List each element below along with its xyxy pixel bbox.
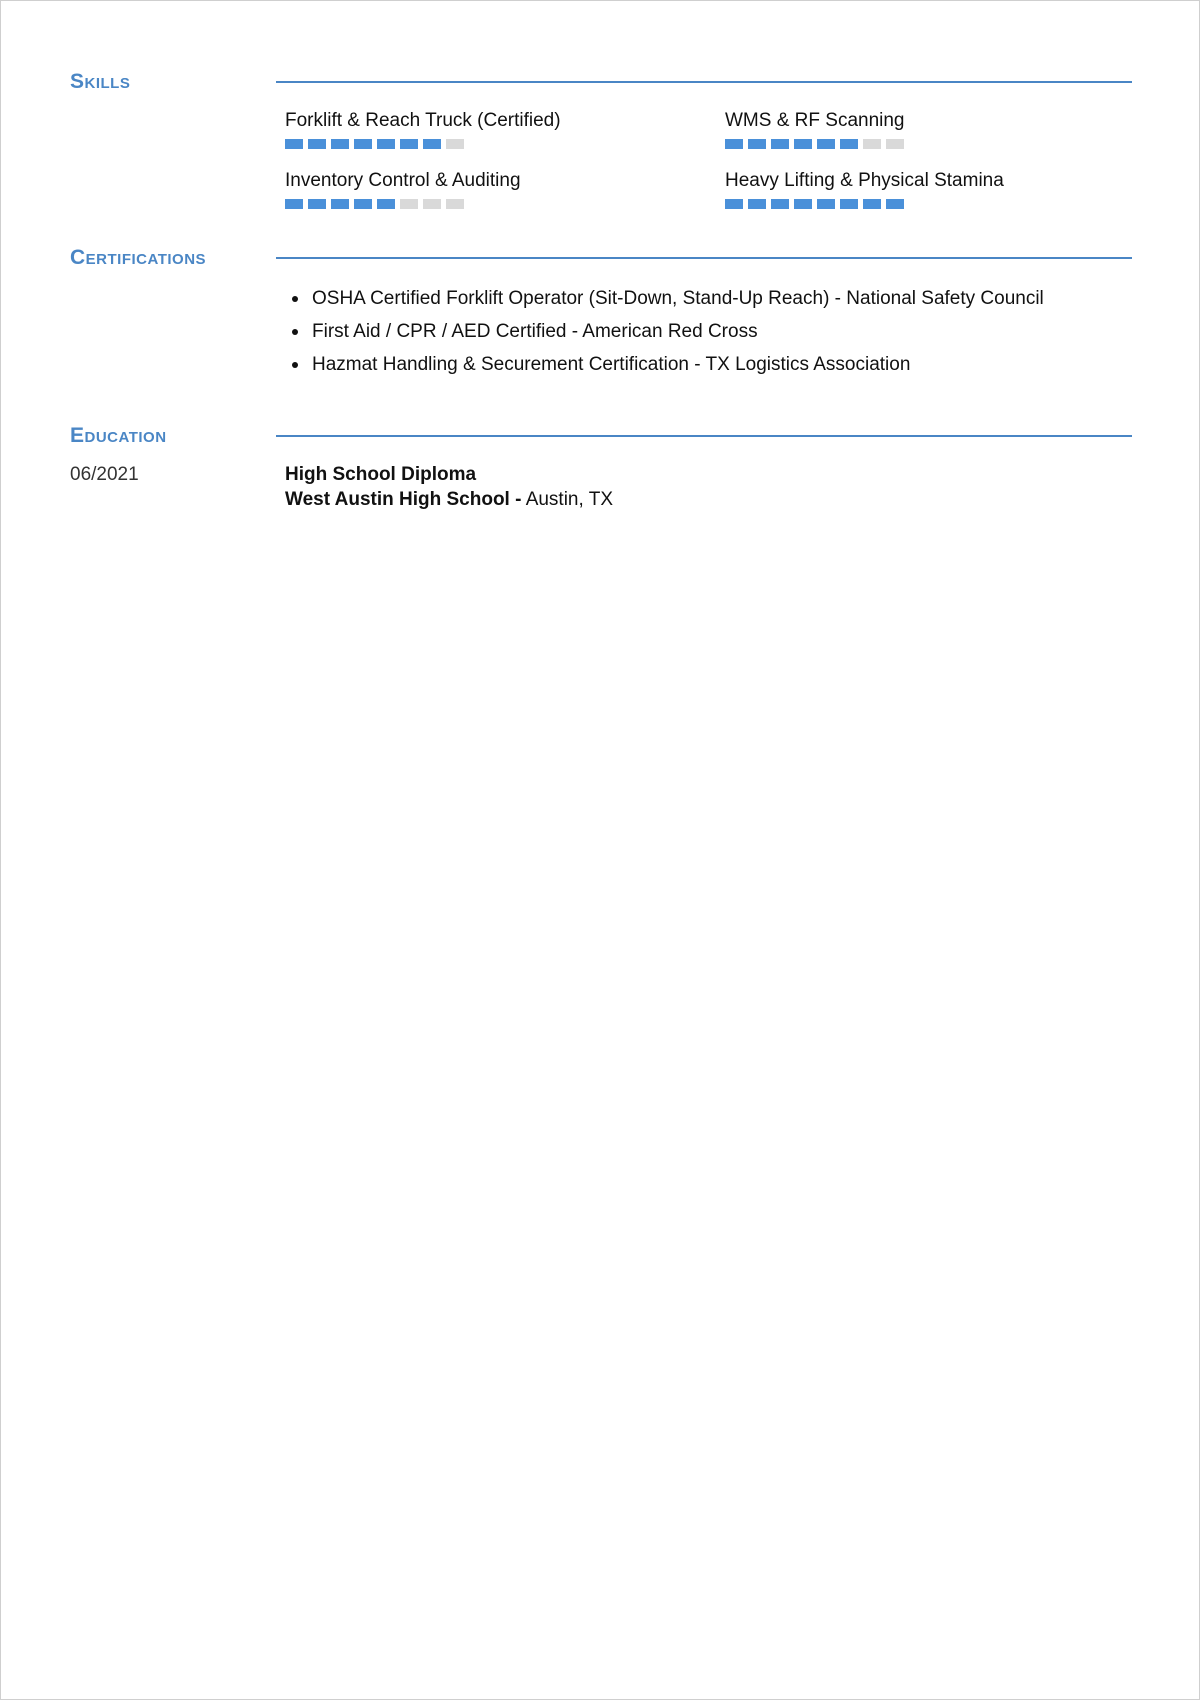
education-header <box>70 423 1132 453</box>
skill-level-bar <box>285 139 725 149</box>
skill-level-segment-empty <box>446 139 464 149</box>
skill-level-segment-filled <box>840 199 858 209</box>
skill-level-segment-filled <box>817 139 835 149</box>
skill-level-segment-filled <box>886 199 904 209</box>
certification-text: Hazmat Handling & Securement Certification - TX Logistics Association <box>312 354 911 375</box>
skill-level-segment-empty <box>863 139 881 149</box>
skill-level-segment-filled <box>817 199 835 209</box>
education-date: 06/2021 <box>70 464 139 485</box>
bullet-icon <box>292 329 298 335</box>
skill-name: Heavy Lifting & Physical Stamina <box>725 170 1004 191</box>
section-divider <box>276 257 1132 259</box>
certification-item <box>285 320 1044 344</box>
skill-level-segment-filled <box>748 139 766 149</box>
education-school: West Austin High School - <box>285 489 522 510</box>
skill-item <box>725 109 1125 151</box>
skill-level-segment-filled <box>863 199 881 209</box>
skill-level-segment-filled <box>354 199 372 209</box>
skill-level-segment-filled <box>771 199 789 209</box>
certifications-header <box>70 245 1132 275</box>
skill-level-segment-filled <box>771 139 789 149</box>
skill-level-segment-filled <box>840 139 858 149</box>
skill-name: Forklift & Reach Truck (Certified) <box>285 110 561 131</box>
skill-level-segment-filled <box>377 199 395 209</box>
skill-level-segment-filled <box>423 139 441 149</box>
skill-level-segment-filled <box>400 139 418 149</box>
skill-level-segment-filled <box>331 139 349 149</box>
skill-level-segment-filled <box>748 199 766 209</box>
skill-level-segment-filled <box>331 199 349 209</box>
skill-name: Inventory Control & Auditing <box>285 170 521 191</box>
certifications-list <box>285 287 1044 386</box>
skill-level-segment-empty <box>886 139 904 149</box>
skill-level-segment-filled <box>285 139 303 149</box>
education-degree: High School Diploma <box>285 464 477 485</box>
education-entry <box>285 463 613 512</box>
skill-level-segment-empty <box>446 199 464 209</box>
skill-name: WMS & RF Scanning <box>725 110 905 131</box>
certification-text: First Aid / CPR / AED Certified - American Red Cross <box>312 321 758 342</box>
skill-level-segment-filled <box>794 139 812 149</box>
skill-level-bar <box>725 139 1125 149</box>
section-divider <box>276 81 1132 83</box>
certification-text: OSHA Certified Forklift Operator (Sit-Down, Stand-Up Reach) - National Safety Council <box>312 288 1044 309</box>
certification-item <box>285 287 1044 311</box>
skill-level-segment-filled <box>377 139 395 149</box>
skill-level-bar <box>285 199 725 209</box>
skill-item <box>285 169 725 211</box>
skill-level-segment-filled <box>725 199 743 209</box>
certifications-title: Certifications <box>70 246 207 269</box>
education-title: Education <box>70 424 167 447</box>
skills-grid <box>285 109 1125 211</box>
skill-level-segment-filled <box>794 199 812 209</box>
skill-level-segment-filled <box>308 199 326 209</box>
skills-title: Skills <box>70 70 131 93</box>
skill-level-segment-filled <box>308 139 326 149</box>
skill-level-segment-empty <box>400 199 418 209</box>
education-location: Austin, TX <box>525 489 613 510</box>
skill-level-segment-empty <box>423 199 441 209</box>
education-school-line <box>285 487 613 512</box>
skill-item <box>285 109 725 151</box>
skill-item <box>725 169 1125 211</box>
skill-level-segment-filled <box>285 199 303 209</box>
skill-level-segment-filled <box>354 139 372 149</box>
skills-header <box>70 69 1132 99</box>
skill-level-segment-filled <box>725 139 743 149</box>
bullet-icon <box>292 296 298 302</box>
certification-item <box>285 353 1044 377</box>
skill-level-bar <box>725 199 1125 209</box>
bullet-icon <box>292 362 298 368</box>
section-divider <box>276 435 1132 437</box>
